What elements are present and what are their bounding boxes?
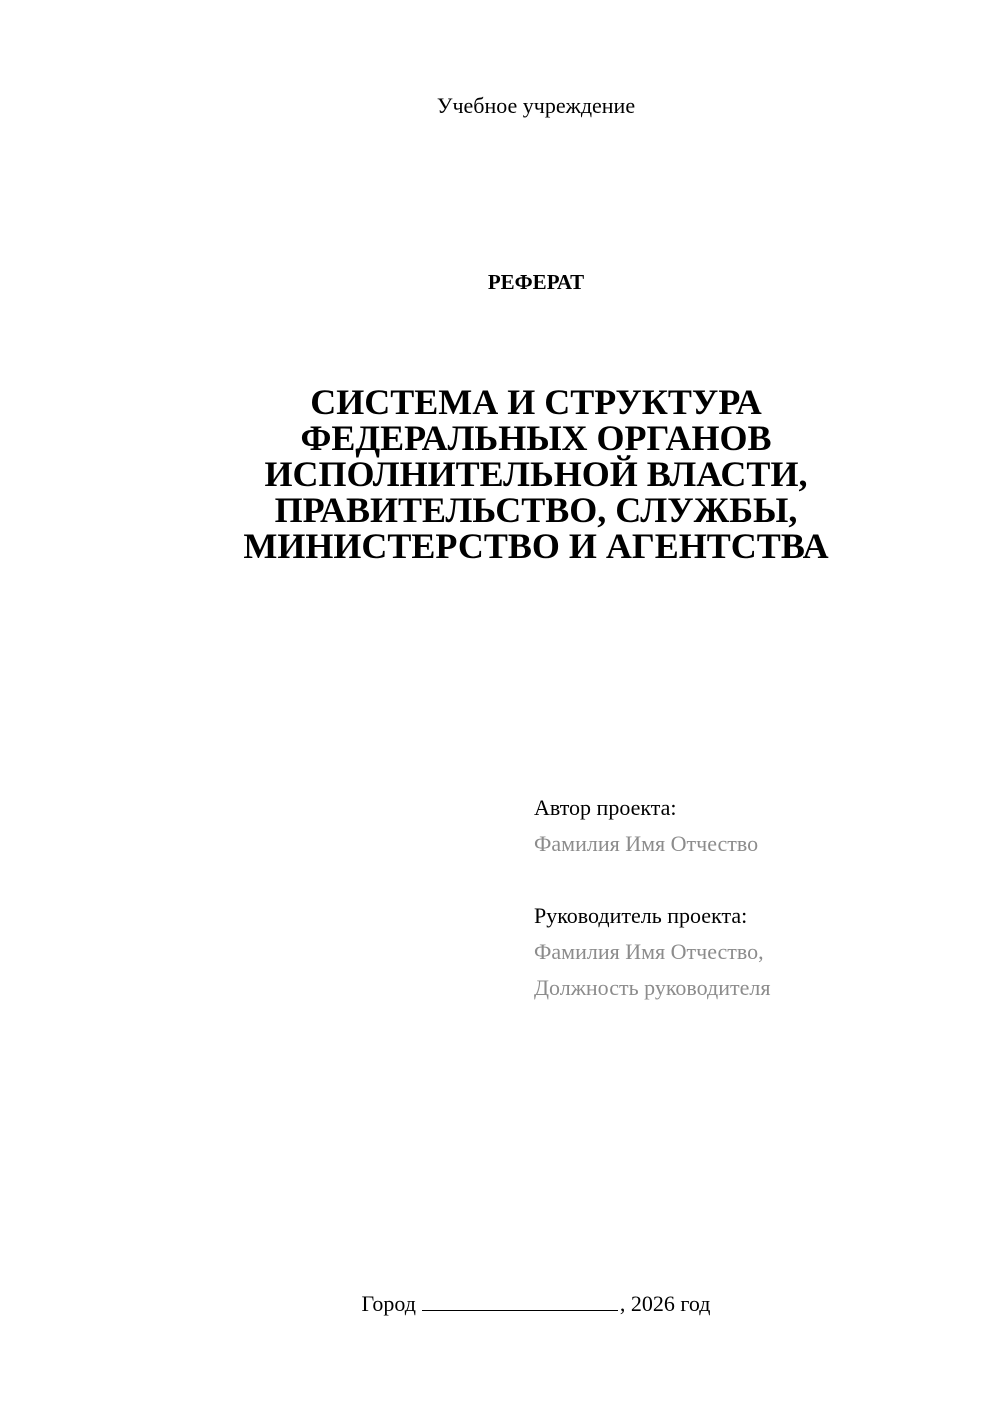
document-type: РЕФЕРАТ — [487, 270, 585, 294]
city-blank-underline — [422, 1290, 618, 1311]
supervisor-name: Фамилия Имя Отчество, — [534, 939, 764, 964]
city-label: Город — [361, 1291, 416, 1316]
title-line: ПРАВИТЕЛЬСТВО, СЛУЖБЫ, — [274, 490, 798, 530]
author-name: Фамилия Имя Отчество — [534, 831, 759, 856]
institution-name: Учебное учреждение — [436, 93, 636, 118]
title-line: МИНИСТЕРСТВО И АГЕНТСТВА — [243, 526, 829, 566]
title-line: ФЕДЕРАЛЬНЫХ ОРГАНОВ — [300, 418, 772, 458]
year-text: , 2026 год — [619, 1291, 711, 1316]
project-credits — [534, 790, 974, 1006]
document-title — [190, 384, 882, 564]
city-year-line — [0, 1290, 1000, 1318]
author-label: Автор проекта: — [534, 795, 677, 820]
title-line: ИСПОЛНИТЕЛЬНОЙ ВЛАСТИ, — [264, 454, 808, 494]
supervisor-label: Руководитель проекта: — [534, 903, 748, 928]
supervisor-position: Должность руководителя — [534, 975, 771, 1000]
spacer — [534, 862, 974, 898]
title-line: СИСТЕМА И СТРУКТУРА — [310, 382, 762, 422]
